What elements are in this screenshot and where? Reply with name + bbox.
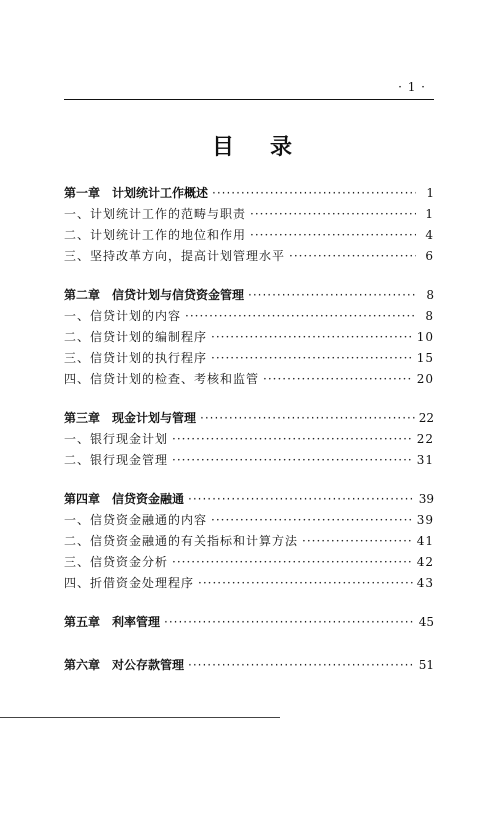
chapter-entry[interactable]	[64, 408, 434, 429]
dot-leader	[164, 612, 415, 633]
dot-leader	[212, 183, 416, 204]
chapter-entry[interactable]	[64, 183, 434, 204]
section-page-number: 4	[425, 228, 434, 242]
dot-leader	[188, 655, 415, 676]
chapter-entry[interactable]	[64, 612, 434, 633]
section-page-number: 43	[416, 576, 434, 590]
section-entry[interactable]	[64, 327, 434, 348]
section-title: 二、信贷计划的编制程序	[64, 330, 208, 344]
section-title: 一、信贷资金融通的内容	[64, 513, 208, 527]
section-entry[interactable]	[64, 306, 434, 327]
section-title: 三、坚持改革方向，提高计划管理水平	[64, 249, 286, 263]
dot-leader	[250, 204, 416, 225]
section-page-number: 22	[416, 432, 434, 446]
table-of-contents	[64, 183, 434, 698]
dot-leader	[250, 225, 416, 246]
section-entry[interactable]	[64, 450, 434, 471]
chapter-block	[64, 408, 434, 471]
section-entry[interactable]	[64, 531, 434, 552]
section-page-number: 15	[416, 351, 434, 365]
section-entry[interactable]	[64, 429, 434, 450]
chapter-entry[interactable]	[64, 655, 434, 676]
chapter-block	[64, 612, 434, 633]
section-entry[interactable]	[64, 552, 434, 573]
chapter-number: 第五章	[64, 615, 101, 629]
dot-leader	[289, 246, 416, 267]
dot-leader	[211, 327, 413, 348]
chapter-entry[interactable]	[64, 489, 434, 510]
section-title: 一、计划统计工作的范畴与职责	[64, 207, 247, 221]
chapter-number: 第四章	[64, 492, 101, 506]
section-entry[interactable]	[64, 246, 434, 267]
dot-leader	[211, 348, 413, 369]
page-number: · 1 ·	[398, 80, 426, 94]
dot-leader	[200, 408, 415, 429]
header-rule	[64, 99, 434, 100]
dot-leader	[172, 450, 413, 471]
chapter-title: 现金计划与管理	[112, 411, 197, 425]
section-entry[interactable]	[64, 204, 434, 225]
section-title: 二、信贷资金融通的有关指标和计算方法	[64, 534, 299, 548]
section-title: 三、信贷计划的执行程序	[64, 351, 208, 365]
chapter-page-number: 45	[418, 615, 434, 629]
dot-leader	[185, 306, 416, 327]
section-entry[interactable]	[64, 510, 434, 531]
chapter-page-number: 39	[418, 492, 434, 506]
chapter-block	[64, 285, 434, 390]
chapter-block	[64, 655, 434, 676]
section-page-number: 42	[416, 555, 434, 569]
section-page-number: 41	[416, 534, 434, 548]
chapter-number: 第三章	[64, 411, 101, 425]
chapter-title: 利率管理	[112, 615, 161, 629]
dot-leader	[198, 573, 413, 594]
section-title: 四、信贷计划的检查、考核和监管	[64, 372, 260, 386]
section-title: 一、信贷计划的内容	[64, 309, 182, 323]
chapter-page-number: 51	[418, 658, 434, 672]
section-page-number: 8	[425, 309, 434, 323]
section-title: 三、信贷资金分析	[64, 555, 169, 569]
section-entry[interactable]	[64, 225, 434, 246]
section-page-number: 31	[416, 453, 434, 467]
chapter-entry[interactable]	[64, 285, 434, 306]
section-page-number: 1	[425, 207, 434, 221]
section-entry[interactable]	[64, 573, 434, 594]
chapter-number: 第六章	[64, 658, 101, 672]
chapter-title: 对公存款管理	[112, 658, 185, 672]
chapter-number: 第二章	[64, 288, 101, 302]
chapter-page-number: 22	[418, 411, 434, 425]
dot-leader	[172, 552, 413, 573]
section-title: 二、银行现金管理	[64, 453, 169, 467]
chapter-block	[64, 183, 434, 267]
dot-leader	[188, 489, 415, 510]
section-page-number: 20	[416, 372, 434, 386]
section-page-number: 10	[416, 330, 434, 344]
chapter-block	[64, 489, 434, 594]
section-page-number: 6	[425, 249, 434, 263]
chapter-number: 第一章	[64, 186, 101, 200]
chapter-title: 计划统计工作概述	[112, 186, 209, 200]
bottom-rule	[0, 717, 280, 718]
dot-leader	[211, 510, 413, 531]
toc-title: 目录	[211, 135, 328, 160]
dot-leader	[172, 429, 413, 450]
section-entry[interactable]	[64, 348, 434, 369]
section-title: 二、计划统计工作的地位和作用	[64, 228, 247, 242]
chapter-page-number: 8	[426, 288, 434, 302]
dot-leader	[248, 285, 416, 306]
dot-leader	[302, 531, 413, 552]
section-entry[interactable]	[64, 369, 434, 390]
chapter-title: 信贷资金融通	[112, 492, 185, 506]
chapter-title: 信贷计划与信贷资金管理	[112, 288, 245, 302]
section-title: 一、银行现金计划	[64, 432, 169, 446]
chapter-page-number: 1	[426, 186, 434, 200]
section-title: 四、折借资金处理程序	[64, 576, 195, 590]
section-page-number: 39	[416, 513, 434, 527]
dot-leader	[263, 369, 413, 390]
